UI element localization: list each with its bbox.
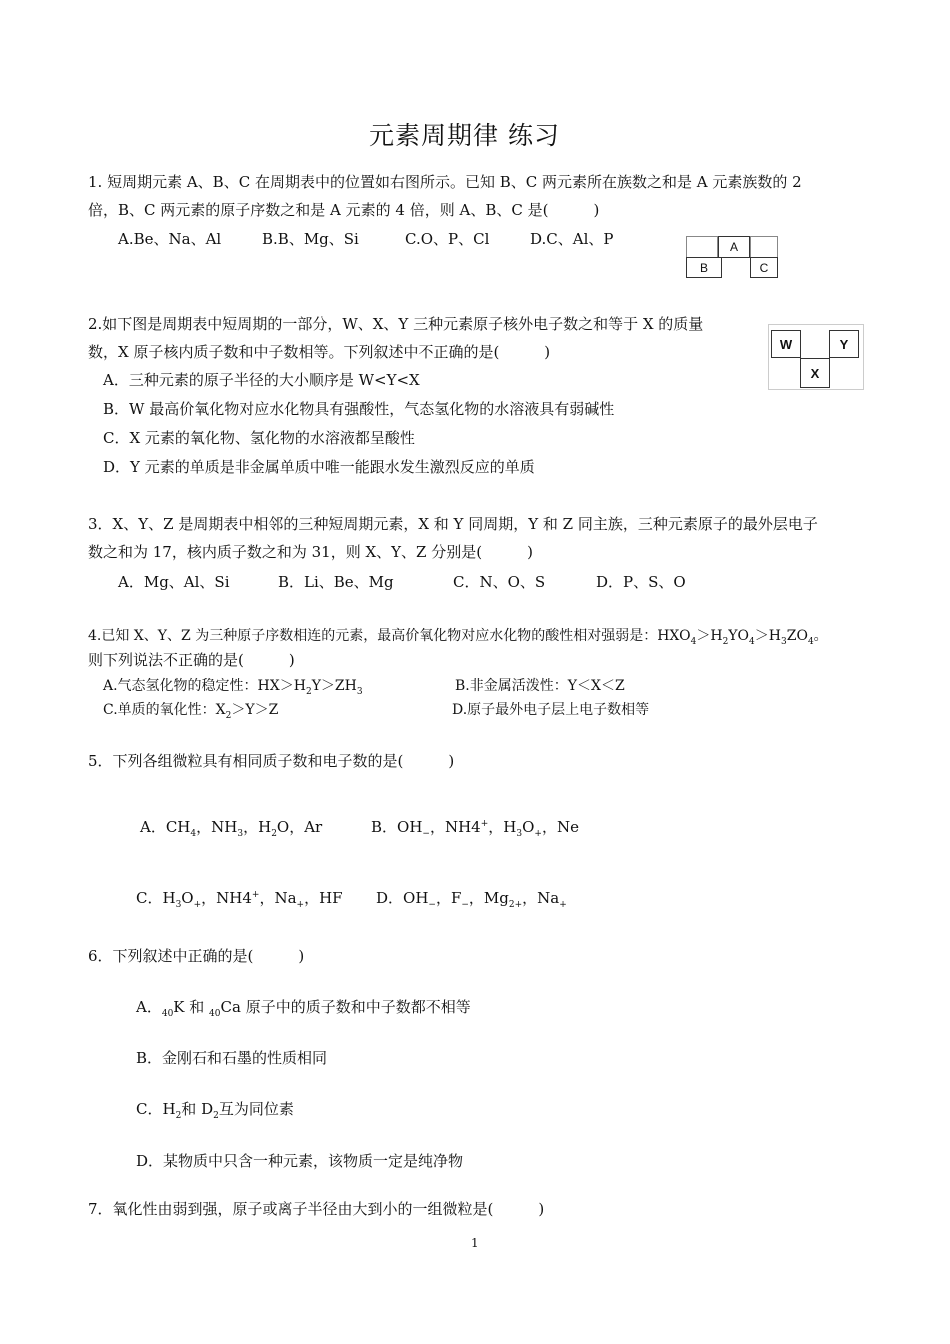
q5-option-b: B．$OH_-$，NH4+，$H_3O_+$，Ne	[371, 818, 579, 839]
q1-option-a: A.Be、Na、Al	[118, 230, 222, 248]
q3-option-b: B．Li、Be、Mg	[278, 573, 394, 591]
page-title: 元素周期律 练习	[369, 121, 560, 150]
q4-option-a-text: A.气态氢化物的稳定性：HX＞H	[103, 678, 306, 694]
q1-option-c: C.O、P、Cl	[405, 230, 490, 248]
q2-option-a: A．三种元素的原子半径的大小顺序是 W<Y<X	[103, 371, 420, 389]
q1-option-b: B.B、Mg、Si	[262, 230, 359, 248]
q6-option-a-tail: Ca 原子中的质子数和中子数都不相等	[220, 998, 471, 1016]
q1-line2: 倍，B、C 两元素的原子序数之和是 A 元素的 4 倍，则 A、B、C 是( )	[88, 201, 600, 219]
q4-option-b: B.非金属活泼性：Y＜X＜Z	[455, 678, 625, 694]
q4-option-c-text: C.单质的氧化性：X	[103, 702, 226, 718]
q3-option-a: A．Mg、Al、Si	[118, 573, 230, 591]
q6-option-b: B．金刚石和石墨的性质相同	[136, 1049, 328, 1067]
q3-option-d: D．P、S、O	[596, 573, 686, 591]
q4-line1-text: 4.已知 X、Y、Z 为三种原子序数相连的元素，最高价氧化物对应水化物的酸性相对强弱是：HXO	[88, 628, 691, 644]
q1-cell-b: B	[686, 257, 722, 278]
q4-option-c: C.单质的氧化性：$X_2>Y>Z$	[103, 702, 279, 721]
page-number: 1	[471, 1236, 479, 1250]
q2-cell-y: Y	[829, 330, 859, 358]
q1-cell-c: C	[750, 257, 778, 278]
q3-option-c: C．N、O、S	[453, 573, 546, 591]
q5-stem: 5．下列各组微粒具有相同质子数和电子数的是( )	[88, 752, 455, 770]
q4-option-d: D.原子最外电子层上电子数相等	[452, 702, 650, 718]
q2-option-b: B．W 最高价氧化物对应水化物具有强酸性，气态氢化物的水溶液具有弱碱性	[103, 400, 615, 418]
q5-option-d: D．$OH_-$，$F_-$，$Mg_{2+}$，$Na_+$	[376, 889, 567, 910]
q3-line1: 3．X、Y、Z 是周期表中相邻的三种短周期元素，X 和 Y 同周期，Y 和 Z 同主族，三种元素原子的最外层电子	[88, 515, 818, 533]
q6-option-a: A．$_{40}$K 和 $_{40}$Ca 原子中的质子数和中子数都不相等	[136, 998, 471, 1019]
q2-option-c: C．X 元素的氧化物、氢化物的水溶液都呈酸性	[103, 429, 415, 447]
q3-line2: 数之和为 17，核内质子数之和为 31，则 X、Y、Z 分别是( )	[88, 543, 533, 561]
q1-option-d: D.C、Al、P	[530, 230, 614, 248]
q1-cell-a: A	[718, 236, 750, 258]
q6-stem: 6．下列叙述中正确的是( )	[88, 947, 305, 965]
q1-empty-cell	[686, 236, 718, 258]
q2-option-d: D．Y 元素的单质是非金属单质中唯一能跟水发生激烈反应的单质	[103, 458, 535, 476]
q4-line1: 4.已知 X、Y、Z 为三种原子序数相连的元素，最高价氧化物对应水化物的酸性相对强弱是：$HXO_4>H_2YO_4>H_3ZO_4$。	[88, 628, 828, 647]
q1-line1: 1. 短周期元素 A、B、C 在周期表中的位置如右图所示。已知 B、C 两元素所在族数之和是 A 元素族数的 2	[88, 173, 802, 191]
q6-option-c: C．$H_2$和 $D_2$互为同位素	[136, 1100, 294, 1121]
q2-cell-x: X	[800, 358, 830, 388]
q5-option-a: A．$CH_4$，$NH_3$，$H_2O$，Ar	[140, 818, 323, 839]
q4-option-a: A.气态氢化物的稳定性：$HX>H_2Y>ZH_3$	[103, 678, 363, 697]
q2-line1: 2.如下图是周期表中短周期的一部分，W、X、Y 三种元素原子核外电子数之和等于 X 的质量	[88, 315, 704, 333]
q4-line2: 则下列说法不正确的是( )	[88, 651, 295, 669]
q2-line2: 数，X 原子核内质子数和中子数相等。下列叙述中不正确的是( )	[88, 343, 551, 361]
q6-option-a-mid: K 和	[173, 998, 210, 1016]
q6-option-d: D．某物质中只含一种元素，该物质一定是纯净物	[136, 1152, 464, 1170]
q2-cell-w: W	[771, 330, 801, 358]
q1-empty-cell	[750, 236, 778, 258]
q7-stem: 7．氧化性由弱到强，原子或离子半径由大到小的一组微粒是( )	[88, 1200, 545, 1218]
q5-option-c: C．$H_3O_+$，NH4+，$Na_+$，HF	[136, 889, 343, 910]
